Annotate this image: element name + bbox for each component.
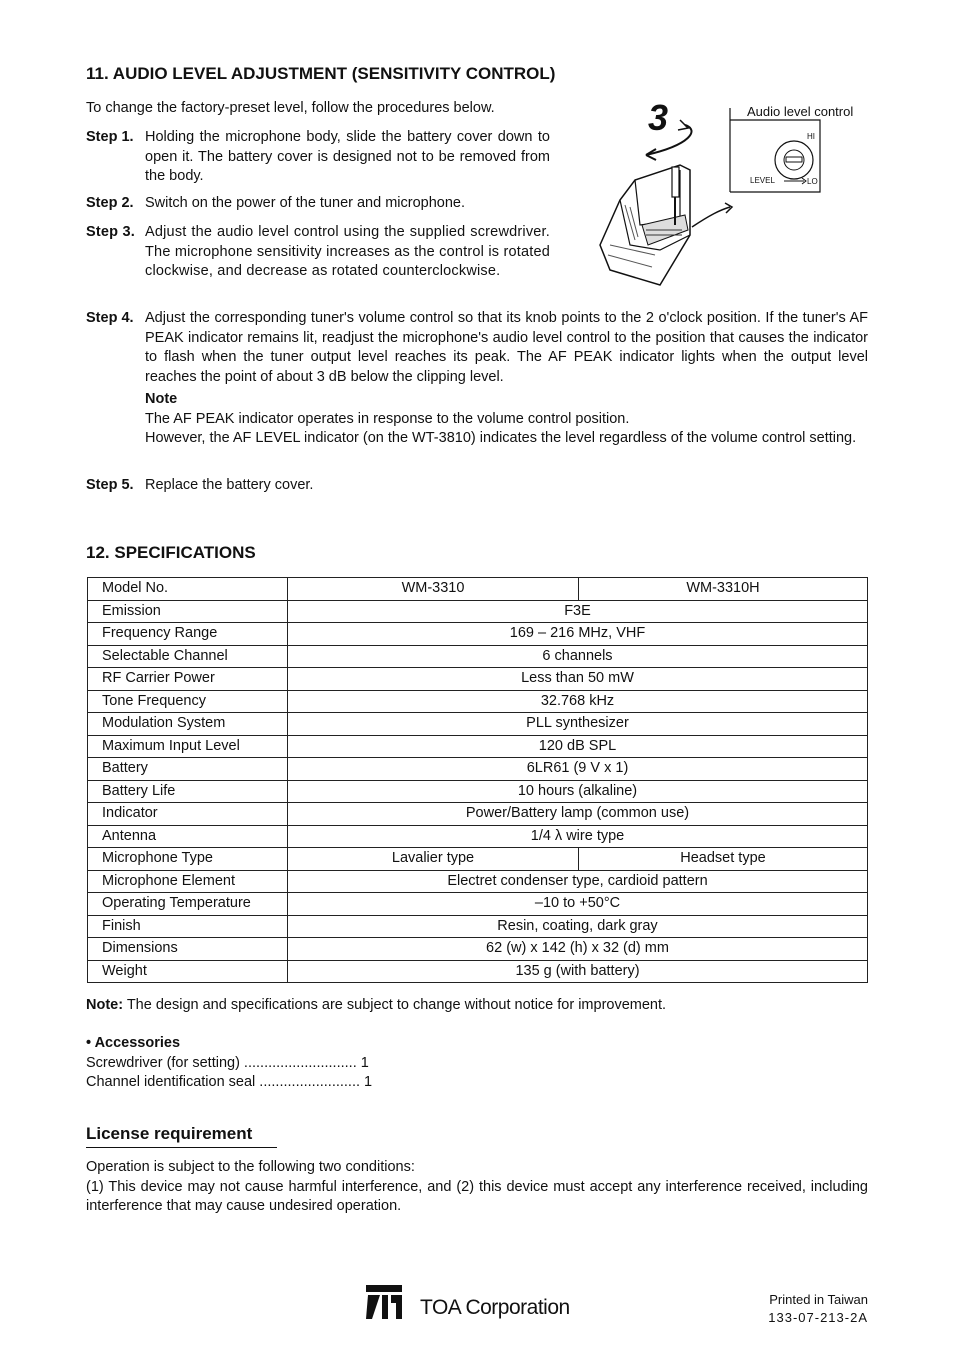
company-name: TOA Corporation <box>420 1296 570 1319</box>
spec-value: WM-3310H <box>579 578 868 601</box>
spec-name: Battery <box>88 758 288 781</box>
level-label: LEVEL <box>750 176 775 185</box>
spec-value: 10 hours (alkaline) <box>288 780 868 803</box>
step-label: Step 4. <box>86 310 134 326</box>
audio-level-figure <box>580 95 880 305</box>
note-line-2: However, the AF LEVEL indicator (on the WT-3810) indicates the level regardless of the volume control setting. <box>145 430 857 446</box>
table-row <box>88 825 868 848</box>
spec-value: PLL synthesizer <box>288 713 868 736</box>
table-row <box>88 915 868 938</box>
table-row <box>88 870 868 893</box>
spec-name: Dimensions <box>88 938 288 961</box>
spec-value: Resin, coating, dark gray <box>288 915 868 938</box>
spec-name: Battery Life <box>88 780 288 803</box>
step-text: Holding the microphone body, slide the battery cover down to open it. The battery cover is designed not to be removed from the body. <box>145 129 550 184</box>
spec-value: 1/4 λ wire type <box>288 825 868 848</box>
spec-value: Headset type <box>579 848 868 871</box>
table-row <box>88 960 868 983</box>
spec-name: Selectable Channel <box>88 645 288 668</box>
license-line-1: Operation is subject to the following two conditions: <box>86 1159 415 1175</box>
hi-label: HI <box>807 132 815 141</box>
step-4-note <box>145 390 868 449</box>
table-row <box>88 780 868 803</box>
step-2 <box>86 194 550 214</box>
spec-value: 6LR61 (9 V x 1) <box>288 758 868 781</box>
spec-note <box>86 996 666 1016</box>
accessories <box>86 1034 372 1093</box>
step-3 <box>86 223 550 282</box>
table-row <box>88 758 868 781</box>
table-row <box>88 938 868 961</box>
spec-name: Microphone Type <box>88 848 288 871</box>
spec-value: 32.768 kHz <box>288 690 868 713</box>
step-text: Adjust the corresponding tuner's volume control so that its knob points to the 2 o'clock position. If the tuner's AF PEAK indicator remains lit, readjust the microphone's audio level control to the position that causes the indicator to flash when the tuner output level reaches its peak. The AF PEAK indicator lights when the output level reaches the point of about 3 dB below the clipping level. <box>145 310 868 385</box>
spec-name: Weight <box>88 960 288 983</box>
license-text <box>86 1158 868 1217</box>
table-row <box>88 623 868 646</box>
table-row <box>88 578 868 601</box>
spec-name: Model No. <box>88 578 288 601</box>
step-text: Replace the battery cover. <box>145 477 314 493</box>
step-1 <box>86 128 550 187</box>
print-info <box>700 1291 868 1327</box>
spec-note-text: The design and specifications are subject to change without notice for improvement. <box>123 997 667 1013</box>
step-number: 3 <box>648 97 669 138</box>
table-row <box>88 668 868 691</box>
accessories-heading: • Accessories <box>86 1035 181 1051</box>
table-row <box>88 893 868 916</box>
section-11-intro: To change the factory-preset level, follow the procedures below. <box>86 100 495 116</box>
spec-value: 62 (w) x 142 (h) x 32 (d) mm <box>288 938 868 961</box>
note-heading: Note <box>145 391 178 407</box>
spec-value: 169 – 216 MHz, VHF <box>288 623 868 646</box>
license-title-underline <box>86 1147 277 1148</box>
step-text: Adjust the audio level control using the supplied screwdriver. The microphone sensitivity increases as the control is rotated clockwise, and decrease as rotated counterclockwise. <box>145 224 550 279</box>
spec-name: Indicator <box>88 803 288 826</box>
step-text: Switch on the power of the tuner and microphone. <box>145 195 465 211</box>
table-row <box>88 803 868 826</box>
spec-name: Maximum Input Level <box>88 735 288 758</box>
step-label: Step 1. <box>86 129 134 145</box>
table-row <box>88 848 868 871</box>
specifications-table <box>87 577 868 983</box>
section-12-title: 12. SPECIFICATIONS <box>86 543 256 562</box>
spec-value: Electret condenser type, cardioid pattern <box>288 870 868 893</box>
spec-name: Operating Temperature <box>88 893 288 916</box>
lo-label: LO <box>807 177 818 186</box>
table-row <box>88 713 868 736</box>
spec-name: Frequency Range <box>88 623 288 646</box>
license-line-2: (1) This device may not cause harmful interference, and (2) this device must accept any interference received, including interference that may cause undesired operation. <box>86 1178 868 1214</box>
spec-name: Microphone Element <box>88 870 288 893</box>
spec-value: Power/Battery lamp (common use) <box>288 803 868 826</box>
microphone-illustration <box>580 95 880 305</box>
spec-name: RF Carrier Power <box>88 668 288 691</box>
callout-label: Audio level control <box>747 104 854 119</box>
document-code: 133-07-213-2A <box>768 1310 868 1325</box>
table-row <box>88 645 868 668</box>
section-11-title: 11. AUDIO LEVEL ADJUSTMENT (SENSITIVITY CONTROL) <box>86 64 556 83</box>
spec-note-label: Note: <box>86 997 124 1013</box>
note-line-1: The AF PEAK indicator operates in response to the volume control position. <box>145 410 630 427</box>
step-5 <box>86 476 868 496</box>
spec-value: –10 to +50°C <box>288 893 868 916</box>
spec-value: WM-3310 <box>288 578 579 601</box>
spec-value: 135 g (with battery) <box>288 960 868 983</box>
spec-value: Lavalier type <box>288 848 579 871</box>
table-row <box>88 735 868 758</box>
license-title: License requirement <box>86 1124 253 1143</box>
spec-value: 120 dB SPL <box>288 735 868 758</box>
spec-name: Finish <box>88 915 288 938</box>
spec-name: Modulation System <box>88 713 288 736</box>
toa-logo-icon <box>366 1285 402 1325</box>
spec-value: 6 channels <box>288 645 868 668</box>
spec-value: Less than 50 mW <box>288 668 868 691</box>
spec-name: Tone Frequency <box>88 690 288 713</box>
spec-value: F3E <box>288 600 868 623</box>
step-label: Step 2. <box>86 195 134 211</box>
step-4 <box>86 309 868 387</box>
step-label: Step 5. <box>86 477 134 493</box>
spec-name: Emission <box>88 600 288 623</box>
spec-name: Antenna <box>88 825 288 848</box>
table-row <box>88 600 868 623</box>
table-row <box>88 690 868 713</box>
accessory-item: Channel identification seal ......................... 1 <box>86 1074 373 1090</box>
accessory-item: Screwdriver (for setting) ............................ 1 <box>86 1054 369 1071</box>
step-label: Step 3. <box>86 224 135 240</box>
printed-in: Printed in Taiwan <box>769 1292 868 1307</box>
